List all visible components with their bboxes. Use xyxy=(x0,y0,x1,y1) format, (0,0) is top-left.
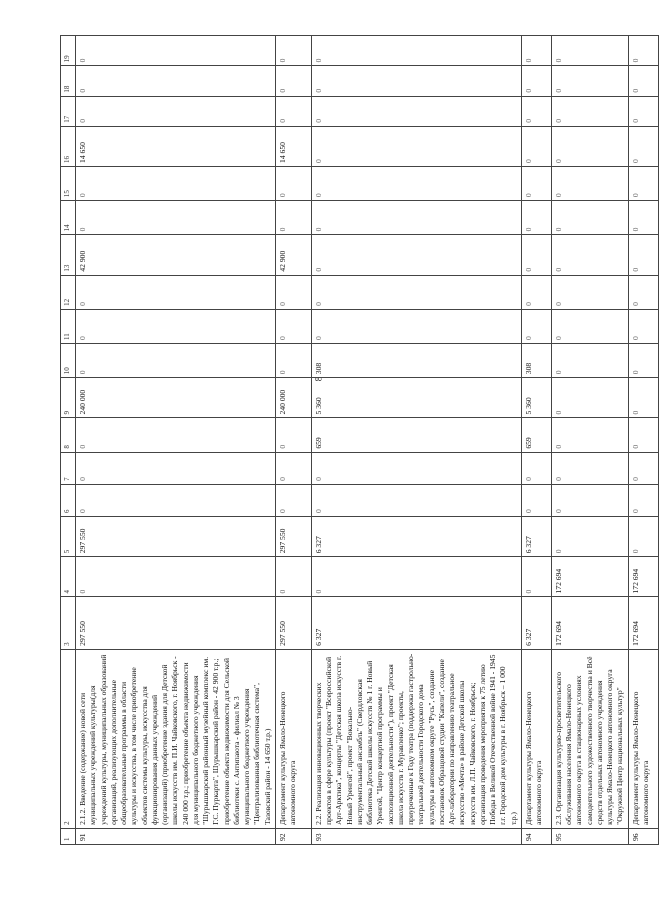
rotated-table-page xyxy=(60,35,650,845)
row-description: Департамент культуры Ямало-Ненецкого автономного округа xyxy=(628,649,658,828)
value-cell: 0 xyxy=(551,66,628,96)
column-header-9: 9 xyxy=(61,378,76,418)
row-description: 2.2. Реализация инновационных творческих проектов в сфере культуры (проект "Всероссийской Арт-Арктика", концерты "Детская школа искусств г. Новый Уренгой", проект "Вокально-инструментальный ансамбль" (Свердловская библиотека Детской школы искусств № 1 г. Новый Уренгой, "Центр концертной программы и экспозиционной деятельности"), проект "Детская школа искусств г. Муравленко"; проекты, приуроченные к Году театра (поддержка гастрольно-театральной деятельности Городского дома культуры в автономном округе "Русь", создание постановок Образцовой студии "Капели", создание Арт-лаборатории по направлению театральное искусство «Мечта» в районе Детской школы искусств им. Л.П. Чайковского, г. Ноябрьск; организация проведения мероприятия к 75 летию Победы в Великой Отечественной войне 1941 - 1945 г.г. Городской дом культуры в г. Ноябрьск – 1 000 т.р.) xyxy=(311,649,521,828)
value-cell: 0 xyxy=(311,36,521,66)
value-cell: 0 xyxy=(76,344,276,378)
value-cell: 0 xyxy=(628,378,658,418)
value-cell: 0 xyxy=(628,275,658,309)
value-cell: 0 xyxy=(628,201,658,235)
value-cell: 0 xyxy=(275,344,311,378)
value-cell: 0 xyxy=(311,166,521,200)
row-number: 94 xyxy=(521,828,551,844)
column-header-7: 7 xyxy=(61,452,76,484)
value-cell: 0 xyxy=(76,557,276,597)
value-cell: 0 xyxy=(628,517,658,557)
row-number: 93 xyxy=(311,828,521,844)
value-cell: 0 xyxy=(275,201,311,235)
value-cell: 297 550 xyxy=(275,597,311,649)
value-cell: 0 xyxy=(628,484,658,516)
column-header-11: 11 xyxy=(61,309,76,343)
value-cell: 0 xyxy=(275,36,311,66)
column-header-8: 8 xyxy=(61,418,76,452)
table-row xyxy=(275,36,311,845)
budget-table xyxy=(60,35,659,845)
value-cell: 297 550 xyxy=(275,517,311,557)
value-cell: 0 xyxy=(76,166,276,200)
value-cell: 0 xyxy=(551,96,628,126)
value-cell: 297 550 xyxy=(76,597,276,649)
value-cell: 0 xyxy=(311,96,521,126)
value-cell: 0 xyxy=(76,66,276,96)
column-header-19: 19 xyxy=(61,36,76,66)
value-cell: 0 xyxy=(311,66,521,96)
value-cell: 0 xyxy=(311,452,521,484)
value-cell: 0 xyxy=(521,557,551,597)
value-cell: 0 xyxy=(628,235,658,275)
value-cell: 6 327 xyxy=(521,597,551,649)
value-cell: 42 900 xyxy=(76,235,276,275)
value-cell: 0 xyxy=(275,418,311,452)
value-cell: 0 xyxy=(551,517,628,557)
value-cell: 240 000 xyxy=(275,378,311,418)
value-cell: 0 xyxy=(311,309,521,343)
value-cell: 172 694 xyxy=(628,557,658,597)
value-cell: 308 xyxy=(521,344,551,378)
value-cell: 0 xyxy=(551,452,628,484)
row-description: 2.3. Организация культурно-просветительского обслуживания населения Ямало-Ненецкого автономного округа в стационарных условиях самодеятельного художественного творчества и Всё средств отдельных автономного учреждения культуры Ямало-Ненецкого автономного округа "Окружной Центр национальных культур" xyxy=(551,649,628,828)
column-header-1: 1 xyxy=(61,828,76,844)
value-cell: 42 900 xyxy=(275,235,311,275)
value-cell: 0 xyxy=(551,126,628,166)
value-cell: 297 550 xyxy=(76,517,276,557)
table-row xyxy=(628,36,658,845)
value-cell: 6 327 xyxy=(311,517,521,557)
value-cell: 0 xyxy=(551,484,628,516)
row-number: 96 xyxy=(628,828,658,844)
value-cell: 0 xyxy=(76,309,276,343)
table-row xyxy=(76,36,276,845)
value-cell: 0 xyxy=(521,126,551,166)
table-row xyxy=(551,36,628,845)
value-cell: 0 xyxy=(76,201,276,235)
value-cell: 0 xyxy=(551,201,628,235)
value-cell: 0 xyxy=(311,126,521,166)
value-cell: 0 xyxy=(275,484,311,516)
value-cell: 0 xyxy=(76,418,276,452)
column-header-5: 5 xyxy=(61,517,76,557)
value-cell: 0 xyxy=(275,275,311,309)
column-header-17: 17 xyxy=(61,96,76,126)
column-header-10: 10 xyxy=(61,344,76,378)
value-cell: 0 xyxy=(521,484,551,516)
column-header-16: 16 xyxy=(61,126,76,166)
value-cell: 0 xyxy=(76,275,276,309)
value-cell: 0 xyxy=(628,126,658,166)
column-header-13: 13 xyxy=(61,235,76,275)
value-cell: 0 xyxy=(275,66,311,96)
value-cell: 0 xyxy=(275,96,311,126)
value-cell: 0 xyxy=(311,275,521,309)
column-header-12: 12 xyxy=(61,275,76,309)
row-description: 2.1.2. Введение (содержание) новой сети муниципальных учреждений культуры(для учреждений культуры, муниципальных образований организаций, реализующих дополнительные общеобразовательные программы в области культуры и искусства, в том числе приобретение объектов системы культуры, искусства для функционирования данных учреждений (организаций) (приобретение здания для Детской школы искусств им. П.И. Чайковского, г. Ноябрьск - 240 000 т.р.; приобретение объекта недвижимости для муниципального бюджетного учреждения "Шурышкарский районный музейный комплекс им. Г.С. Пуркарта", Шурышкарский район - 42 900 т.р.; приобретение объекта недвижимости для Сельской библиотеки с. Антипаюта - филиал № 3 муниципального бюджетного учреждения "Централизованная библиотечная система", Тазовский район - 14 650 т.р.) xyxy=(76,649,276,828)
value-cell: 0 xyxy=(76,484,276,516)
value-cell: 0 xyxy=(275,166,311,200)
value-cell: 5 360 xyxy=(311,378,521,418)
value-cell: 0 xyxy=(628,166,658,200)
row-description: Департамент культуры Ямало-Ненецкого автономного округа xyxy=(521,649,551,828)
value-cell: 308 xyxy=(311,344,521,378)
table-row xyxy=(311,36,521,845)
value-cell: 0 xyxy=(551,344,628,378)
column-header-2: 2 xyxy=(61,649,76,828)
column-header-15: 15 xyxy=(61,166,76,200)
value-cell: 0 xyxy=(628,309,658,343)
value-cell: 0 xyxy=(551,36,628,66)
value-cell: 0 xyxy=(76,36,276,66)
column-header-14: 14 xyxy=(61,201,76,235)
row-number: 92 xyxy=(275,828,311,844)
value-cell: 0 xyxy=(628,452,658,484)
value-cell: 0 xyxy=(76,96,276,126)
value-cell: 0 xyxy=(521,275,551,309)
value-cell: 659 xyxy=(311,418,521,452)
value-cell: 0 xyxy=(311,557,521,597)
value-cell: 0 xyxy=(275,557,311,597)
value-cell: 0 xyxy=(521,96,551,126)
value-cell: 6 327 xyxy=(311,597,521,649)
value-cell: 0 xyxy=(521,309,551,343)
value-cell: 172 694 xyxy=(628,597,658,649)
column-header-row xyxy=(61,36,76,845)
value-cell: 0 xyxy=(551,235,628,275)
column-header-3: 3 xyxy=(61,597,76,649)
value-cell: 0 xyxy=(551,418,628,452)
value-cell: 0 xyxy=(311,201,521,235)
value-cell: 659 xyxy=(521,418,551,452)
row-description: Департамент культуры Ямало-Ненецкого автономного округа xyxy=(275,649,311,828)
table-row xyxy=(521,36,551,845)
value-cell: 0 xyxy=(311,235,521,275)
column-header-4: 4 xyxy=(61,557,76,597)
value-cell: 14 650 xyxy=(275,126,311,166)
value-cell: 0 xyxy=(521,36,551,66)
row-number: 95 xyxy=(551,828,628,844)
value-cell: 0 xyxy=(551,166,628,200)
value-cell: 0 xyxy=(521,235,551,275)
value-cell: 0 xyxy=(311,484,521,516)
value-cell: 0 xyxy=(628,418,658,452)
value-cell: 6 327 xyxy=(521,517,551,557)
value-cell: 0 xyxy=(551,275,628,309)
value-cell: 0 xyxy=(551,378,628,418)
value-cell: 0 xyxy=(551,309,628,343)
value-cell: 240 000 xyxy=(76,378,276,418)
value-cell: 0 xyxy=(275,309,311,343)
value-cell: 5 360 xyxy=(521,378,551,418)
value-cell: 0 xyxy=(628,344,658,378)
value-cell: 0 xyxy=(275,452,311,484)
value-cell: 0 xyxy=(521,452,551,484)
column-header-18: 18 xyxy=(61,66,76,96)
value-cell: 0 xyxy=(628,66,658,96)
value-cell: 172 694 xyxy=(551,597,628,649)
value-cell: 0 xyxy=(628,96,658,126)
value-cell: 0 xyxy=(76,452,276,484)
value-cell: 0 xyxy=(521,166,551,200)
column-header-6: 6 xyxy=(61,484,76,516)
page-number: 8 xyxy=(313,376,324,382)
value-cell: 0 xyxy=(521,66,551,96)
value-cell: 0 xyxy=(628,36,658,66)
value-cell: 172 694 xyxy=(551,557,628,597)
row-number: 91 xyxy=(76,828,276,844)
value-cell: 0 xyxy=(521,201,551,235)
value-cell: 14 650 xyxy=(76,126,276,166)
